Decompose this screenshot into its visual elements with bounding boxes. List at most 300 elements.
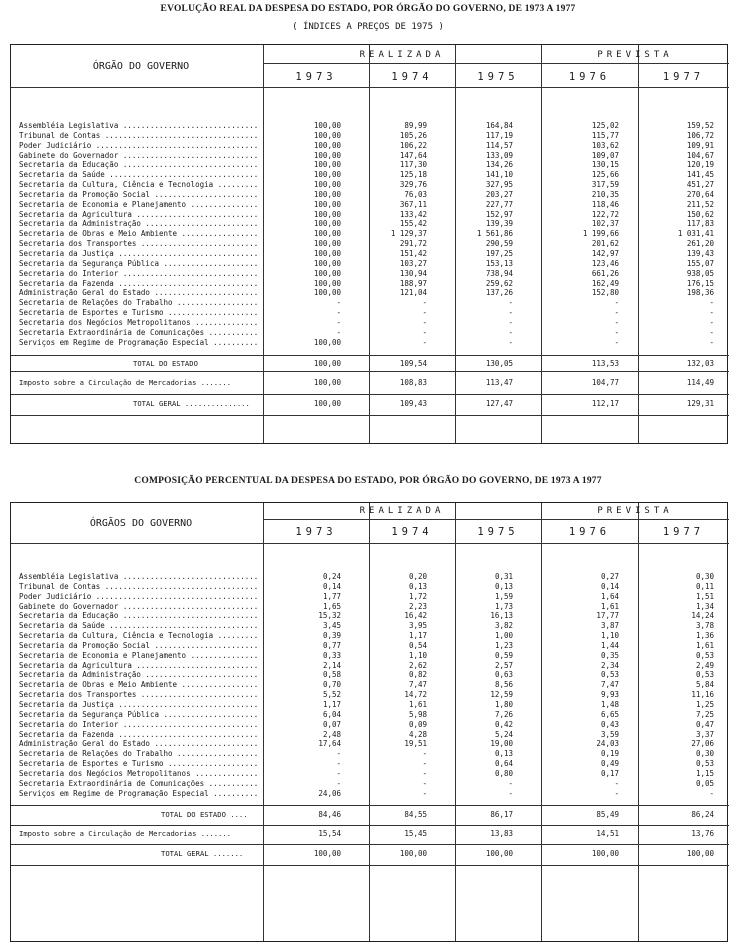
total-geral-value: 109,43 (399, 399, 427, 408)
cell-value: 133,09 (485, 150, 513, 160)
cell-value: 0,77 (322, 640, 341, 650)
row-label: Secretaria da Segurança Pública ..................... (19, 709, 259, 719)
row-label: Secretaria de Esportes e Turismo .................... (19, 308, 259, 318)
cell-value: 1 129,37 (390, 229, 427, 239)
imposto-label: Imposto sobre a Circulação de Mercadorias ....... (19, 378, 232, 387)
cell-value: 3,45 (322, 621, 341, 631)
cell-value: 3,37 (695, 729, 714, 739)
cell-value: 1 199,66 (582, 229, 619, 239)
total-estado-value: 86,17 (490, 810, 513, 819)
cell-value: 1,10 (408, 650, 427, 660)
cell-value: 104,67 (686, 150, 714, 160)
row-label: Assembléia Legislativa .............................. (19, 121, 259, 130)
row-label: Secretaria da Promoção Social ....................... (19, 189, 259, 199)
cell-value: - (614, 327, 619, 337)
cell-value: 100,00 (313, 258, 341, 268)
row-label: Secretaria dos Negócios Metropolitanos .............. (19, 768, 259, 778)
cell-value: - (709, 327, 714, 337)
total-estado-value: 130,05 (485, 359, 513, 368)
cell-value: 151,42 (399, 248, 427, 258)
row-label: Poder Judiciário .................................... (19, 591, 259, 601)
cell-value: 0,39 (322, 631, 341, 641)
year-header: 1974 (391, 71, 433, 83)
cell-value: 227,77 (485, 199, 513, 209)
total-geral-value: 100,00 (485, 849, 513, 858)
col-1976 (541, 572, 619, 798)
group-realizada: REALIZADA (359, 50, 445, 60)
cell-value: 0,14 (322, 581, 341, 591)
cell-value: 19,51 (404, 739, 427, 749)
cell-value: 7,26 (494, 709, 513, 719)
cell-value: - (614, 337, 619, 347)
cell-value: 201,62 (591, 239, 619, 249)
cell-value: 188,97 (399, 278, 427, 288)
row-label: Secretaria dos Negócios Metropolitanos .............. (19, 317, 259, 327)
row-label: Secretaria da Saúde ................................. (19, 170, 259, 180)
cell-value: 0,17 (600, 768, 619, 778)
cell-value: 16,42 (404, 611, 427, 621)
cell-value: 0,53 (695, 759, 714, 769)
cell-value: 0,42 (494, 719, 513, 729)
cell-value: 1,34 (695, 601, 714, 611)
row-label: Secretaria da Agricultura ........................... (19, 209, 259, 219)
col-1975 (455, 572, 513, 798)
cell-value: 1,72 (408, 591, 427, 601)
col-1977 (638, 121, 714, 347)
year-header: 1973 (295, 71, 337, 83)
cell-value: 1,00 (494, 631, 513, 641)
cell-value: 0,30 (695, 749, 714, 759)
cell-value: - (508, 298, 513, 308)
cell-value: 5,98 (408, 709, 427, 719)
cell-value: 211,52 (686, 199, 714, 209)
row-label: Secretaria da Cultura, Ciência e Tecnologia ......... (19, 180, 259, 190)
cell-value: 164,84 (485, 121, 513, 130)
col-1976 (541, 121, 619, 347)
cell-value: - (709, 317, 714, 327)
cell-value: 0,09 (408, 719, 427, 729)
cell-value: 0,05 (695, 778, 714, 788)
cell-value: 147,64 (399, 150, 427, 160)
table1-subtitle: ( ÍNDICES A PREÇOS DE 1975 ) (292, 22, 444, 32)
table2 (10, 502, 728, 942)
row-label: Secretaria da Agricultura ........................... (19, 660, 259, 670)
row-label: Secretaria da Promoção Social ....................... (19, 640, 259, 650)
cell-value: 125,66 (591, 170, 619, 180)
total-estado-value: 85,49 (596, 810, 619, 819)
cell-value: - (614, 778, 619, 788)
cell-value: 155,42 (399, 219, 427, 229)
cell-value: - (614, 317, 619, 327)
total-geral-value: 112,17 (591, 399, 619, 408)
row-label: Secretaria de Obras e Meio Ambiente ................. (19, 680, 259, 690)
cell-value: 117,83 (686, 219, 714, 229)
imposto-value: 15,45 (404, 829, 427, 838)
year-header: 1973 (295, 526, 337, 538)
cell-value: 155,07 (686, 258, 714, 268)
total-estado-value: 132,03 (686, 359, 714, 368)
cell-value: 0,30 (695, 572, 714, 581)
cell-value: - (422, 759, 427, 769)
cell-value: 290,59 (485, 239, 513, 249)
cell-value: - (422, 308, 427, 318)
cell-value: 120,19 (686, 160, 714, 170)
cell-value: - (422, 317, 427, 327)
year-header: 1975 (477, 71, 519, 83)
year-header: 1977 (662, 71, 705, 83)
group-prevista: PREVISTA (597, 506, 673, 516)
row-label: Secretaria Extraordinária de Comunicações ........... (19, 327, 259, 337)
cell-value: 0,53 (695, 670, 714, 680)
cell-value: 2,14 (322, 660, 341, 670)
cell-value: 14,72 (404, 690, 427, 700)
group-realizada: REALIZADA (359, 506, 445, 516)
cell-value: 11,16 (691, 690, 714, 700)
cell-value: 0,63 (494, 670, 513, 680)
cell-value: 100,00 (313, 219, 341, 229)
cell-value: 16,13 (490, 611, 513, 621)
cell-value: 1,23 (494, 640, 513, 650)
cell-value: - (336, 317, 341, 327)
cell-value: 0,13 (494, 581, 513, 591)
cell-value: - (508, 317, 513, 327)
cell-value: 100,00 (313, 199, 341, 209)
cell-value: 8,56 (494, 680, 513, 690)
total-estado-value: 113,53 (591, 359, 619, 368)
row-label: Secretaria da Fazenda ............................... (19, 729, 259, 739)
cell-value: 197,25 (485, 248, 513, 258)
cell-value: 1 561,86 (476, 229, 513, 239)
cell-value: 100,00 (313, 288, 341, 298)
cell-value: 152,97 (485, 209, 513, 219)
cell-value: 153,13 (485, 258, 513, 268)
imposto-value: 108,83 (399, 378, 427, 387)
cell-value: 1,17 (408, 631, 427, 641)
cell-value: 1,15 (695, 768, 714, 778)
col-1974 (369, 572, 427, 798)
cell-value: 270,64 (686, 189, 714, 199)
imposto-value: 13,83 (490, 829, 513, 838)
cell-value: 100,00 (313, 268, 341, 278)
cell-value: 0,35 (600, 650, 619, 660)
row-label: Secretaria da Justiça ............................... (19, 699, 259, 709)
cell-value: 117,19 (485, 130, 513, 140)
col-1974 (369, 121, 427, 347)
cell-value: 142,97 (591, 248, 619, 258)
cell-value: 0,24 (322, 572, 341, 581)
row-label: Secretaria de Esportes e Turismo .................... (19, 759, 259, 769)
cell-value: 109,91 (686, 140, 714, 150)
cell-value: - (508, 788, 513, 798)
cell-value: - (508, 327, 513, 337)
cell-value: 1 031,41 (677, 229, 714, 239)
row-label: Serviços em Regime de Programação Especial .......... (19, 337, 259, 347)
year-header: 1975 (477, 526, 519, 538)
total-geral-value: 127,47 (485, 399, 513, 408)
cell-value: - (508, 308, 513, 318)
row-label: Gabinete do Governador .............................. (19, 150, 259, 160)
cell-value: 451,27 (686, 180, 714, 190)
row-label: Secretaria do Interior .............................. (19, 719, 259, 729)
cell-value: 100,00 (313, 278, 341, 288)
cell-value: 17,64 (318, 739, 341, 749)
cell-value: 133,42 (399, 209, 427, 219)
cell-value: 3,82 (494, 621, 513, 631)
cell-value: 1,25 (695, 699, 714, 709)
cell-value: 19,00 (490, 739, 513, 749)
cell-value: 100,00 (313, 248, 341, 258)
cell-value: 2,49 (695, 660, 714, 670)
cell-value: 27,06 (691, 739, 714, 749)
cell-value: 259,62 (485, 278, 513, 288)
cell-value: 76,03 (404, 189, 427, 199)
cell-value: 103,27 (399, 258, 427, 268)
cell-value: - (614, 788, 619, 798)
cell-value: 3,59 (600, 729, 619, 739)
cell-value: 0,54 (408, 640, 427, 650)
cell-value: 3,95 (408, 621, 427, 631)
cell-value: 24,06 (318, 788, 341, 798)
cell-value: 176,15 (686, 278, 714, 288)
cell-value: 1,48 (600, 699, 619, 709)
row-label: Gabinete do Governador .............................. (19, 601, 259, 611)
cell-value: 100,00 (313, 150, 341, 160)
cell-value: 137,26 (485, 288, 513, 298)
row-label: Secretaria Extraordinária de Comunicações ........... (19, 778, 259, 788)
row-label: Secretaria da Saúde ................................. (19, 621, 259, 631)
cell-value: 2,23 (408, 601, 427, 611)
row-label: Secretaria da Administração ......................... (19, 670, 259, 680)
cell-value: 3,87 (600, 621, 619, 631)
cell-value: 0,58 (322, 670, 341, 680)
cell-value: 5,24 (494, 729, 513, 739)
cell-value: - (336, 759, 341, 769)
cell-value: 0,47 (695, 719, 714, 729)
total-estado-value: 84,46 (318, 810, 341, 819)
cell-value: 7,47 (408, 680, 427, 690)
cell-value: 210,35 (591, 189, 619, 199)
cell-value: 1,59 (494, 591, 513, 601)
col-1977 (638, 572, 714, 798)
cell-value: 139,43 (686, 248, 714, 258)
cell-value: 1,36 (695, 631, 714, 641)
cell-value: 6,65 (600, 709, 619, 719)
cell-value: 7,47 (600, 680, 619, 690)
cell-value: - (614, 308, 619, 318)
row-label: Poder Judiciário .................................... (19, 140, 259, 150)
cell-value: 1,77 (322, 591, 341, 601)
cell-value: 122,72 (591, 209, 619, 219)
row-label: Secretaria da Educação .............................. (19, 160, 259, 170)
cell-value: 100,00 (313, 180, 341, 190)
cell-value: 0,07 (322, 719, 341, 729)
cell-value: 117,30 (399, 160, 427, 170)
cell-value: 0,20 (408, 572, 427, 581)
cell-value: 0,80 (494, 768, 513, 778)
row-label: Administração Geral do Estado ....................... (19, 288, 259, 298)
row-labels (19, 121, 267, 347)
cell-value: - (336, 778, 341, 788)
cell-value: - (422, 337, 427, 347)
total-geral-label: TOTAL GERAL ....... (161, 849, 244, 858)
table1-title: EVOLUÇÃO REAL DA DESPESA DO ESTADO, POR ÓRGÃO DO GOVERNO, DE 1973 A 1977 (160, 4, 576, 14)
cell-value: 125,02 (591, 121, 619, 130)
row-label: Secretaria dos Transportes .......................... (19, 690, 259, 700)
cell-value: 1,61 (408, 699, 427, 709)
cell-value: 198,36 (686, 288, 714, 298)
cell-value: 2,48 (322, 729, 341, 739)
cell-value: 141,10 (485, 170, 513, 180)
cell-value: - (336, 749, 341, 759)
cell-value: - (709, 337, 714, 347)
row-label: Assembléia Legislativa .............................. (19, 572, 259, 581)
row-label: Secretaria de Economia e Planejamento ............... (19, 199, 259, 209)
row-label: Administração Geral do Estado ....................... (19, 739, 259, 749)
total-geral-value: 100,00 (313, 849, 341, 858)
cell-value: 1,73 (494, 601, 513, 611)
cell-value: 0,43 (600, 719, 619, 729)
year-header: 1977 (662, 526, 705, 538)
cell-value: 0,11 (695, 581, 714, 591)
cell-value: 14,24 (691, 611, 714, 621)
cell-value: - (336, 308, 341, 318)
cell-value: 100,00 (313, 170, 341, 180)
total-estado-value: 100,00 (313, 359, 341, 368)
cell-value: 100,00 (313, 121, 341, 130)
cell-value: 24,03 (596, 739, 619, 749)
cell-value: - (422, 327, 427, 337)
cell-value: - (422, 788, 427, 798)
total-geral-value: 129,31 (686, 399, 714, 408)
cell-value: 1,65 (322, 601, 341, 611)
cell-value: 15,32 (318, 611, 341, 621)
cell-value: 114,57 (485, 140, 513, 150)
row-label: Secretaria da Segurança Pública ..................... (19, 258, 259, 268)
cell-value: 7,25 (695, 709, 714, 719)
total-geral-label: TOTAL GERAL ............... (133, 399, 250, 408)
cell-value: - (336, 768, 341, 778)
cell-value: 141,45 (686, 170, 714, 180)
total-geral-value: 100,00 (399, 849, 427, 858)
cell-value: - (422, 749, 427, 759)
cell-value: 121,04 (399, 288, 427, 298)
table1 (10, 44, 728, 444)
total-estado-label: TOTAL DO ESTADO (133, 359, 198, 368)
total-geral-value: 100,00 (686, 849, 714, 858)
cell-value: - (336, 327, 341, 337)
table2-title: COMPOSIÇÃO PERCENTUAL DA DESPESA DO ESTADO, POR ÓRGÃO DO GOVERNO, DE 1973 A 1977 (134, 476, 602, 486)
cell-value: 100,00 (313, 209, 341, 219)
cell-value: 1,61 (695, 640, 714, 650)
cell-value: 261,20 (686, 239, 714, 249)
cell-value: 100,00 (313, 160, 341, 170)
year-header: 1976 (568, 526, 611, 538)
cell-value: 0,14 (600, 581, 619, 591)
row-label: Tribunal de Contas .................................. (19, 130, 259, 140)
cell-value: 100,00 (313, 140, 341, 150)
cell-value: 125,18 (399, 170, 427, 180)
cell-value: 1,10 (600, 631, 619, 641)
cell-value: 115,77 (591, 130, 619, 140)
cell-value: 0,49 (600, 759, 619, 769)
row-label: Serviços em Regime de Programação Especial .......... (19, 788, 259, 798)
row-labels (19, 572, 267, 798)
cell-value: 1,64 (600, 591, 619, 601)
cell-value: 203,27 (485, 189, 513, 199)
cell-value: 0,82 (408, 670, 427, 680)
cell-value: 100,00 (313, 189, 341, 199)
imposto-value: 14,51 (596, 829, 619, 838)
cell-value: 0,13 (408, 581, 427, 591)
cell-value: 327,95 (485, 180, 513, 190)
cell-value: 2,34 (600, 660, 619, 670)
cell-value: 661,26 (591, 268, 619, 278)
cell-value: 0,53 (600, 670, 619, 680)
cell-value: 118,46 (591, 199, 619, 209)
cell-value: 134,26 (485, 160, 513, 170)
imposto-value: 104,77 (591, 378, 619, 387)
cell-value: 4,28 (408, 729, 427, 739)
cell-value: 100,00 (313, 130, 341, 140)
group-prevista: PREVISTA (597, 50, 673, 60)
imposto-value: 114,49 (686, 378, 714, 387)
row-header: ÓRGÃO DO GOVERNO (92, 61, 190, 72)
cell-value: - (709, 308, 714, 318)
cell-value: - (508, 778, 513, 788)
cell-value: 291,72 (399, 239, 427, 249)
cell-value: - (422, 778, 427, 788)
cell-value: 1,51 (695, 591, 714, 601)
cell-value: 329,76 (399, 180, 427, 190)
cell-value: 17,77 (596, 611, 619, 621)
cell-value: 139,39 (485, 219, 513, 229)
cell-value: - (614, 298, 619, 308)
row-label: Secretaria da Fazenda ............................... (19, 278, 259, 288)
cell-value: - (709, 298, 714, 308)
total-geral-value: 100,00 (313, 399, 341, 408)
cell-value: 9,93 (600, 690, 619, 700)
cell-value: 100,00 (313, 239, 341, 249)
cell-value: 152,80 (591, 288, 619, 298)
cell-value: - (336, 298, 341, 308)
cell-value: 0,70 (322, 680, 341, 690)
row-label: Secretaria da Cultura, Ciência e Tecnologia ......... (19, 631, 259, 641)
cell-value: 0,64 (494, 759, 513, 769)
row-header: ÓRGÃOS DO GOVERNO (89, 518, 193, 529)
year-header: 1976 (568, 71, 611, 83)
row-label: Secretaria de Obras e Meio Ambiente ................. (19, 229, 259, 239)
cell-value: 0,31 (494, 572, 513, 581)
cell-value: 102,37 (591, 219, 619, 229)
cell-value: 150,62 (686, 209, 714, 219)
total-estado-value: 109,54 (399, 359, 427, 368)
row-label: Secretaria de Economia e Planejamento ............... (19, 650, 259, 660)
imposto-value: 13,76 (691, 829, 714, 838)
cell-value: 0,53 (695, 650, 714, 660)
cell-value: 106,22 (399, 140, 427, 150)
cell-value: 105,26 (399, 130, 427, 140)
cell-value: 0,33 (322, 650, 341, 660)
cell-value: 2,57 (494, 660, 513, 670)
row-label: Secretaria da Justiça ............................... (19, 248, 259, 258)
col-1975 (455, 121, 513, 347)
cell-value: 0,19 (600, 749, 619, 759)
cell-value: 1,61 (600, 601, 619, 611)
cell-value: 100,00 (313, 337, 341, 347)
row-label: Secretaria de Relações do Trabalho .................. (19, 749, 259, 759)
cell-value: 162,49 (591, 278, 619, 288)
cell-value: 0,27 (600, 572, 619, 581)
